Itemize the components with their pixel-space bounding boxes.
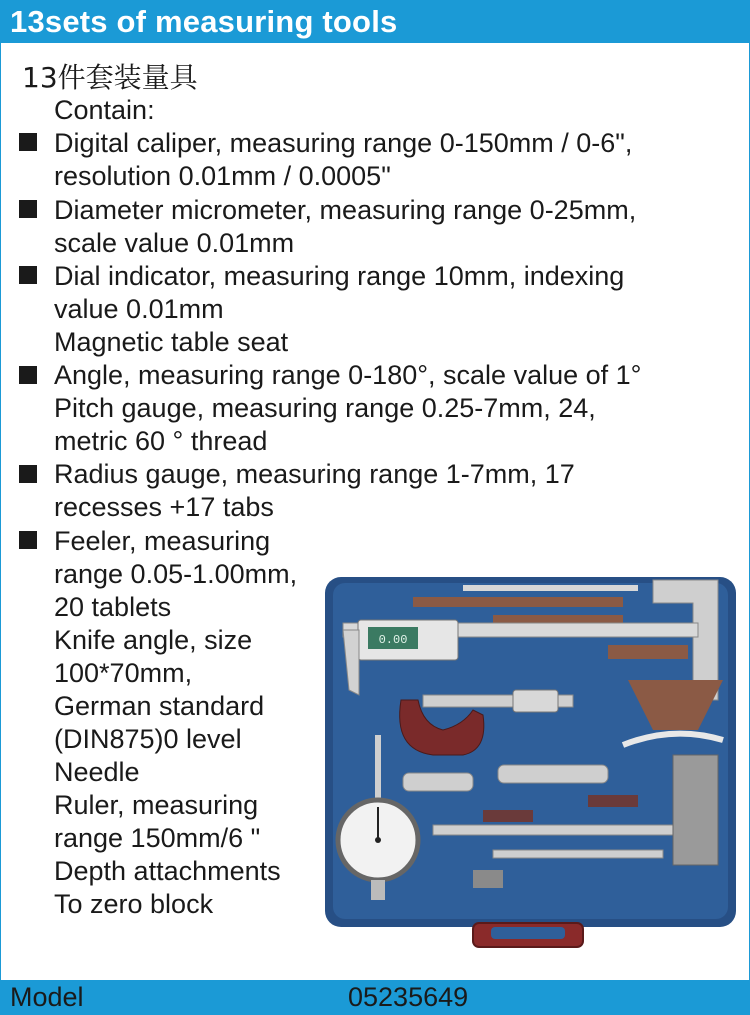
model-label: Model [10, 982, 84, 1012]
pitch-gauge [493, 615, 623, 623]
depth-rod-2 [493, 850, 663, 858]
item-line: Needle [54, 757, 140, 787]
micrometer-thimble [513, 690, 558, 712]
handle-hole [491, 927, 565, 939]
bullet-icon [19, 200, 37, 218]
item-line: recesses +17 tabs [54, 492, 274, 522]
bullet-icon [19, 133, 37, 151]
item-line: Feeler, measuring [54, 526, 271, 556]
item-line: Knife angle, size [54, 625, 253, 655]
dial-center [375, 837, 381, 843]
item-line: Radius gauge, measuring range 1-7mm, 17 [54, 459, 575, 489]
item-line: Depth attachments [54, 856, 281, 886]
radius-gauge [413, 597, 623, 607]
bullet-icon [19, 366, 37, 384]
title-bar [0, 0, 750, 43]
item-line: Diameter micrometer, measuring range 0-25mm, [54, 195, 637, 225]
caliper-readout: 0.00 [378, 633, 408, 647]
depth-clamp [483, 810, 533, 822]
depth-clamp-2 [588, 795, 638, 807]
dial-base [371, 880, 385, 900]
bullet-icon [19, 531, 37, 549]
item-line: German standard [54, 691, 265, 721]
depth-base-block [673, 755, 718, 865]
dial-stem [375, 735, 381, 805]
item-line: scale value 0.01mm [54, 228, 295, 258]
model-bar [0, 980, 750, 1015]
radius-gauge-left [403, 773, 473, 791]
item-line: resolution 0.01mm / 0.0005" [54, 161, 391, 191]
item-line: range 150mm/6 " [54, 823, 261, 853]
page-title: 13sets of measuring tools [10, 4, 398, 39]
item-line: value 0.01mm [54, 294, 224, 324]
item-line: Magnetic table seat [54, 327, 289, 357]
item-line: To zero block [54, 889, 214, 919]
subtitle-chinese: 13件套装量具 [22, 61, 198, 94]
item-line: 100*70mm, [54, 658, 193, 688]
bullet-icon [19, 465, 37, 483]
item-line: metric 60 ° thread [54, 426, 268, 456]
ruler-tray [608, 645, 688, 659]
contain-label: Contain: [54, 95, 155, 125]
depth-rod [433, 825, 693, 835]
item-line: Pitch gauge, measuring range 0.25-7mm, 24, [54, 393, 596, 423]
item-line: Angle, measuring range 0-180°, scale value of 1° [54, 360, 642, 390]
item-line: Digital caliper, measuring range 0-150mm / 0-6", [54, 128, 633, 158]
item-line: Ruler, measuring [54, 790, 259, 820]
item-line: 20 tablets [54, 592, 172, 622]
model-number: 05235649 [348, 982, 469, 1012]
bullet-icon [19, 266, 37, 284]
item-line: (DIN875)0 level [54, 724, 242, 754]
item-line: range 0.05-1.00mm, [54, 559, 298, 589]
zero-block [473, 870, 503, 888]
radius-gauge-right [498, 765, 608, 783]
item-line: Dial indicator, measuring range 10mm, indexing [54, 261, 625, 291]
feeler-rod [463, 585, 638, 591]
tool-case-photo [323, 575, 738, 950]
